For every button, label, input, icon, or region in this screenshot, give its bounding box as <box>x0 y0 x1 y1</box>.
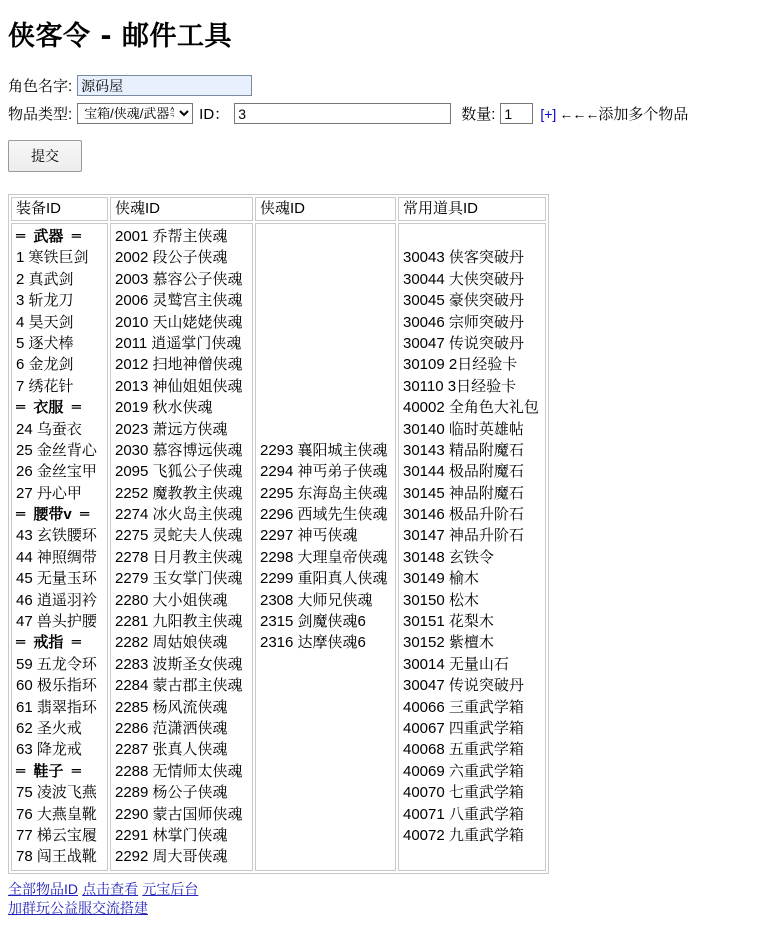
hero-id-item: 2019 秋水侠魂 <box>115 399 213 417</box>
common-item-entry: 30144 极品附魔石 <box>403 463 524 481</box>
submit-button[interactable]: 提交 <box>8 140 82 172</box>
hero-id-item: 2278 日月教主侠魂 <box>115 548 243 566</box>
item-type-label: 物品类型: <box>8 106 73 123</box>
common-item-entry: 40066 三重武学箱 <box>403 698 524 716</box>
separator-bar-icon: ═ <box>80 505 90 524</box>
hero-id-item: 2298 大理皇帝侠魂 <box>260 548 388 566</box>
hero-id-item: 2295 东海岛主侠魂 <box>260 484 388 502</box>
common-item-entry: 30151 花梨木 <box>403 613 494 631</box>
list-section-separator <box>16 397 103 418</box>
section-label: 鞋子 <box>25 762 72 780</box>
separator-bar-icon: ═ <box>16 633 26 652</box>
equip-id-item: 2 真武剑 <box>16 270 74 288</box>
equip-id-item: 25 金丝背心 <box>16 441 97 459</box>
common-item-entry: 30109 2日经验卡 <box>403 356 518 374</box>
equip-id-item: 59 五龙令环 <box>16 655 97 673</box>
hero-id-item: 2275 灵蛇夫人侠魂 <box>115 527 243 545</box>
common-item-entry: 30044 大侠突破丹 <box>403 270 524 288</box>
section-label: 武器 <box>25 228 72 245</box>
equip-id-item: 24 乌蚕衣 <box>16 420 82 438</box>
hero-id-item: 2290 蒙古国师侠魂 <box>115 805 243 823</box>
hero-id-item: 2286 范潇洒侠魂 <box>115 719 228 737</box>
equip-id-item: 26 金丝宝甲 <box>16 463 97 481</box>
common-item-entry: 30140 临时英雄帖 <box>403 420 524 438</box>
common-item-entry: 30046 宗师突破丹 <box>403 313 524 331</box>
equip-id-item: 5 逐犬棒 <box>16 334 74 352</box>
hero-id-item: 2316 达摩侠魂6 <box>260 634 366 652</box>
equip-id-item: 43 玄铁腰环 <box>16 527 97 545</box>
hero-id-item: 2010 天山姥姥侠魂 <box>115 313 243 331</box>
hero-id-item: 2001 乔帮主侠魂 <box>115 228 228 245</box>
add-item-button[interactable]: [+] <box>540 105 557 122</box>
section-label: 腰带v <box>25 506 81 524</box>
link-join-group[interactable]: 加群玩公益服交流搭建 <box>8 899 148 916</box>
common-item-entry: 30152 紫檀木 <box>403 634 494 652</box>
id-reference-table <box>8 194 549 874</box>
equip-id-cell <box>11 223 108 871</box>
common-item-entry: 40068 五重武学箱 <box>403 741 524 759</box>
table-header-equip: 装备ID <box>11 197 108 221</box>
equip-id-item: 3 斩龙刀 <box>16 292 74 310</box>
hero-id-item: 2003 慕容公子侠魂 <box>115 270 243 288</box>
hero-id-item: 2030 慕容博远侠魂 <box>115 441 243 459</box>
hero-id-item: 2285 杨风流侠魂 <box>115 698 228 716</box>
add-multiple-hint: 添加多个物品 <box>598 106 689 123</box>
section-label: 戒指 <box>25 634 72 652</box>
list-section-separator <box>16 226 103 247</box>
hero-id-list-2 <box>260 226 391 654</box>
character-name-input[interactable] <box>77 75 252 96</box>
equip-id-item: 4 昊天剑 <box>16 313 74 331</box>
hero-id-item: 2011 逍遥掌门侠魂 <box>115 334 242 352</box>
page-root <box>0 14 757 917</box>
separator-bar-icon: ═ <box>16 505 26 524</box>
item-type-select[interactable] <box>77 103 193 124</box>
link-all-item-ids[interactable]: 全部物品ID <box>8 880 78 897</box>
common-item-entry: 30014 无量山石 <box>403 655 509 673</box>
separator-bar-icon: ═ <box>71 761 81 780</box>
hero-id-item: 2279 玉女掌门侠魂 <box>115 570 243 588</box>
equip-id-item: 46 逍遥羽衿 <box>16 591 97 609</box>
hero-id-item: 2293 襄阳城主侠魂 <box>260 441 388 459</box>
equip-id-item: 6 金龙剑 <box>16 356 74 374</box>
common-item-entry: 30146 极品升阶石 <box>403 506 524 524</box>
hero-id-cell-2 <box>255 223 396 871</box>
hero-id-item: 2287 张真人侠魂 <box>115 741 228 759</box>
arrow-hint-icon: ←←← <box>559 105 599 122</box>
table-header-items: 常用道具ID <box>398 197 546 221</box>
item-id-label: ID： <box>199 106 230 123</box>
list-section-separator <box>16 632 103 653</box>
equip-id-item: 76 大燕皇靴 <box>16 805 97 823</box>
equip-id-item: 60 极乐指环 <box>16 677 97 695</box>
page-title: 侠客令 - 邮件工具 <box>8 21 233 52</box>
hero-id-item: 2281 九阳教主侠魂 <box>115 613 243 631</box>
section-label: 衣服 <box>25 399 72 417</box>
common-item-entry: 40069 六重武学箱 <box>403 762 524 780</box>
equip-id-item: 62 圣火戒 <box>16 719 82 737</box>
item-row <box>8 103 749 124</box>
equip-id-item: 63 降龙戒 <box>16 741 82 759</box>
common-item-entry: 30143 精品附魔石 <box>403 441 524 459</box>
common-item-entry: 30045 豪侠突破丹 <box>403 292 524 310</box>
separator-bar-icon: ═ <box>16 761 26 780</box>
equip-id-item: 77 梯云宝履 <box>16 826 97 844</box>
equip-id-item: 47 兽头护腰 <box>16 613 97 631</box>
common-item-entry: 30043 侠客突破丹 <box>403 249 524 267</box>
separator-bar-icon: ═ <box>71 398 81 417</box>
hero-id-item: 2308 大师兄侠魂 <box>260 591 373 609</box>
list-section-separator <box>16 761 103 782</box>
equip-id-list <box>16 226 103 868</box>
hero-id-item: 2012 扫地神僧侠魂 <box>115 356 243 374</box>
separator-bar-icon: ═ <box>71 227 81 245</box>
common-item-entry: 30145 神品附魔石 <box>403 484 524 502</box>
link-click-view[interactable]: 点击查看 <box>82 880 139 897</box>
hero-id-item: 2284 蒙古郡主侠魂 <box>115 677 243 695</box>
table-body-row <box>11 223 546 871</box>
item-id-input[interactable] <box>234 103 451 124</box>
hero-id-item: 2283 波斯圣女侠魂 <box>115 655 243 673</box>
name-row <box>8 75 749 96</box>
hero-id-item: 2289 杨公子侠魂 <box>115 784 228 802</box>
common-item-entry: 30148 玄铁令 <box>403 548 494 566</box>
hero-id-item: 2023 萧远方侠魂 <box>115 420 228 438</box>
common-item-entry: 30047 传说突破丹 <box>403 334 524 352</box>
hero-id-item: 2002 段公子侠魂 <box>115 249 228 267</box>
separator-bar-icon: ═ <box>16 227 26 245</box>
hero-id-item: 2280 大小姐侠魂 <box>115 591 228 609</box>
equip-id-item: 1 寒铁巨剑 <box>16 249 89 267</box>
hero-id-item: 2274 冰火岛主侠魂 <box>115 506 243 524</box>
equip-id-item: 78 闯王战靴 <box>16 848 97 866</box>
common-item-entry: 40070 七重武学箱 <box>403 784 524 802</box>
table-header-row <box>11 197 546 221</box>
equip-id-item: 44 神照绸带 <box>16 548 97 566</box>
separator-bar-icon: ═ <box>16 398 26 417</box>
hero-id-item: 2288 无情师太侠魂 <box>115 762 243 780</box>
table-header-hero-1: 侠魂ID <box>110 197 253 221</box>
common-item-entry: 30147 神品升阶石 <box>403 527 524 545</box>
hero-id-item: 2315 剑魔侠魂6 <box>260 613 366 631</box>
equip-id-item: 45 无量玉环 <box>16 570 97 588</box>
equip-id-item: 7 绣花针 <box>16 377 74 395</box>
hero-id-item: 2252 魔教教主侠魂 <box>115 484 243 502</box>
quantity-label: 数量: <box>461 106 496 123</box>
link-yuanbao-backend[interactable]: 元宝后台 <box>142 880 199 897</box>
quantity-input[interactable] <box>500 103 533 124</box>
hero-id-item: 2013 神仙姐姐侠魂 <box>115 377 243 395</box>
hero-id-item: 2291 林掌门侠魂 <box>115 826 228 844</box>
common-item-entry: 30110 3日经验卡 <box>403 377 517 395</box>
common-item-entry: 30149 榆木 <box>403 570 479 588</box>
common-item-entry: 40071 八重武学箱 <box>403 805 524 823</box>
hero-id-item: 2292 周大哥侠魂 <box>115 848 228 866</box>
common-item-entry: 30047 传说突破丹 <box>403 677 524 695</box>
hero-id-item: 2296 西域先生侠魂 <box>260 506 388 524</box>
separator-bar-icon: ═ <box>71 633 81 652</box>
hero-id-item: 2294 神丐弟子侠魂 <box>260 463 388 481</box>
common-item-entry: 40002 全角色大礼包 <box>403 399 539 417</box>
hero-id-item: 2095 飞狐公子侠魂 <box>115 463 243 481</box>
table-header-hero-2: 侠魂ID <box>255 197 396 221</box>
common-item-list <box>403 226 541 846</box>
equip-id-item: 61 翡翠指环 <box>16 698 97 716</box>
list-section-separator <box>16 504 103 525</box>
equip-id-item: 27 丹心甲 <box>16 484 82 502</box>
common-item-entry: 30150 松木 <box>403 591 479 609</box>
footer-links <box>8 880 749 917</box>
name-label: 角色名字: <box>8 78 73 95</box>
hero-id-item: 2297 神丐侠魂 <box>260 527 358 545</box>
hero-id-item: 2299 重阳真人侠魂 <box>260 570 388 588</box>
common-item-entry: 40067 四重武学箱 <box>403 719 524 737</box>
equip-id-item: 75 凌波飞燕 <box>16 784 97 802</box>
hero-id-list-1 <box>115 226 248 868</box>
common-item-entry: 40072 九重武学箱 <box>403 826 524 844</box>
hero-id-item: 2282 周姑娘侠魂 <box>115 634 228 652</box>
footer-links-row-1 <box>8 880 749 899</box>
common-item-cell <box>398 223 546 871</box>
hero-id-cell-1 <box>110 223 253 871</box>
hero-id-item: 2006 灵鹫宫主侠魂 <box>115 292 243 310</box>
